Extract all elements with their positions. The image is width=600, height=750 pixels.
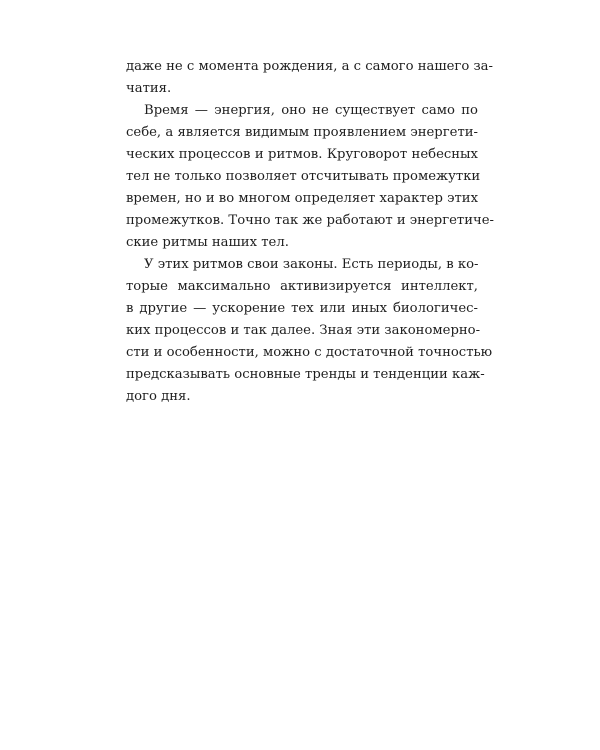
text-line: даже не с момента рождения, а с самого нашего за- [126, 59, 493, 74]
text-line: ческих процессов и ритмов. Круговорот небесных [126, 147, 478, 162]
text-line: промежутков. Точно так же работают и энергетиче- [126, 213, 494, 228]
body-text [126, 56, 494, 408]
text-line: себе, а является видимым проявлением энергети- [126, 125, 478, 140]
text-line: дого дня. [126, 389, 191, 404]
text-line: ские ритмы наших тел. [126, 235, 289, 250]
text-line: чатия. [126, 81, 172, 96]
text-line: ких процессов и так далее. Зная эти закономерно- [126, 323, 481, 338]
text-line: сти и особенности, можно с достаточной точностью [126, 345, 493, 360]
text-line: У этих ритмов свои законы. Есть периоды, в ко- [144, 257, 479, 272]
text-line: в другие — ускорение тех или иных биологичес- [126, 301, 478, 316]
text-line: предсказывать основные тренды и тенденции каж- [126, 367, 485, 382]
text-line: тел не только позволяет отсчитывать промежутки [126, 169, 481, 184]
text-line: Время — энергия, оно не существует само по [144, 103, 478, 118]
text-line: времен, но и во многом определяет характер этих [126, 191, 479, 206]
text-line: торые максимально активизируется интеллект, [126, 279, 478, 294]
